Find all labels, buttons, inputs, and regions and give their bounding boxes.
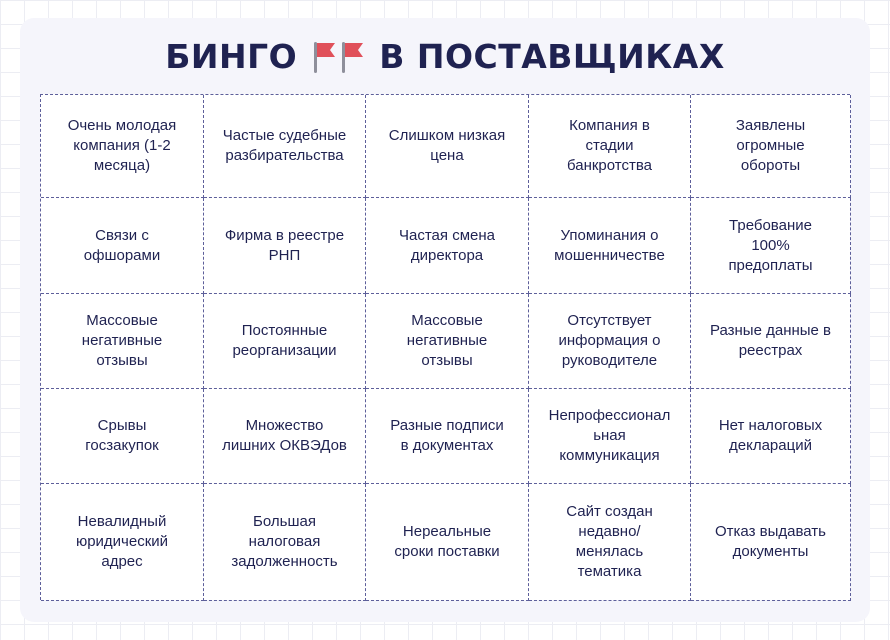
bingo-cell: Постоянные реорганизации <box>204 294 366 389</box>
bingo-cell: Заявлены огромные обороты <box>691 95 851 198</box>
red-flags-icon <box>311 34 369 80</box>
page-title <box>0 34 890 80</box>
bingo-cell: Нереальные сроки поставки <box>366 484 529 601</box>
bingo-cell: Отказ выдавать документы <box>691 484 851 601</box>
bingo-cell: Срывы госзакупок <box>41 389 204 484</box>
bingo-cell: Требование 100% предоплаты <box>691 198 851 294</box>
bingo-cell: Большая налоговая задолженность <box>204 484 366 601</box>
red-flag-icon <box>314 42 335 73</box>
bingo-cell: Невалидный юридический адрес <box>41 484 204 601</box>
bingo-cell: Множество лишних ОКВЭДов <box>204 389 366 484</box>
bingo-cell: Массовые негативные отзывы <box>41 294 204 389</box>
title-text-start: БИНГО <box>165 37 298 76</box>
bingo-cell: Разные данные в реестрах <box>691 294 851 389</box>
red-flag-icon <box>342 42 363 73</box>
bingo-grid <box>40 94 850 600</box>
bingo-cell: Непрофессионал ьная коммуникация <box>529 389 691 484</box>
bingo-cell: Упоминания о мошенничестве <box>529 198 691 294</box>
bingo-cell: Разные подписи в документах <box>366 389 529 484</box>
bingo-cell: Частые судебные разбирательства <box>204 95 366 198</box>
bingo-cell: Связи с офшорами <box>41 198 204 294</box>
bingo-cell: Очень молодая компания (1-2 месяца) <box>41 95 204 198</box>
bingo-cell: Компания в стадии банкротства <box>529 95 691 198</box>
bingo-cell: Сайт создан недавно/ менялась тематика <box>529 484 691 601</box>
title-text-end: В ПОСТАВЩИКАХ <box>379 37 725 76</box>
bingo-cell: Массовые негативные отзывы <box>366 294 529 389</box>
bingo-cell: Фирма в реестре РНП <box>204 198 366 294</box>
bingo-cell: Частая смена директора <box>366 198 529 294</box>
bingo-cell: Отсутствует информация о руководителе <box>529 294 691 389</box>
bingo-cell: Слишком низкая цена <box>366 95 529 198</box>
bingo-cell: Нет налоговых деклараций <box>691 389 851 484</box>
